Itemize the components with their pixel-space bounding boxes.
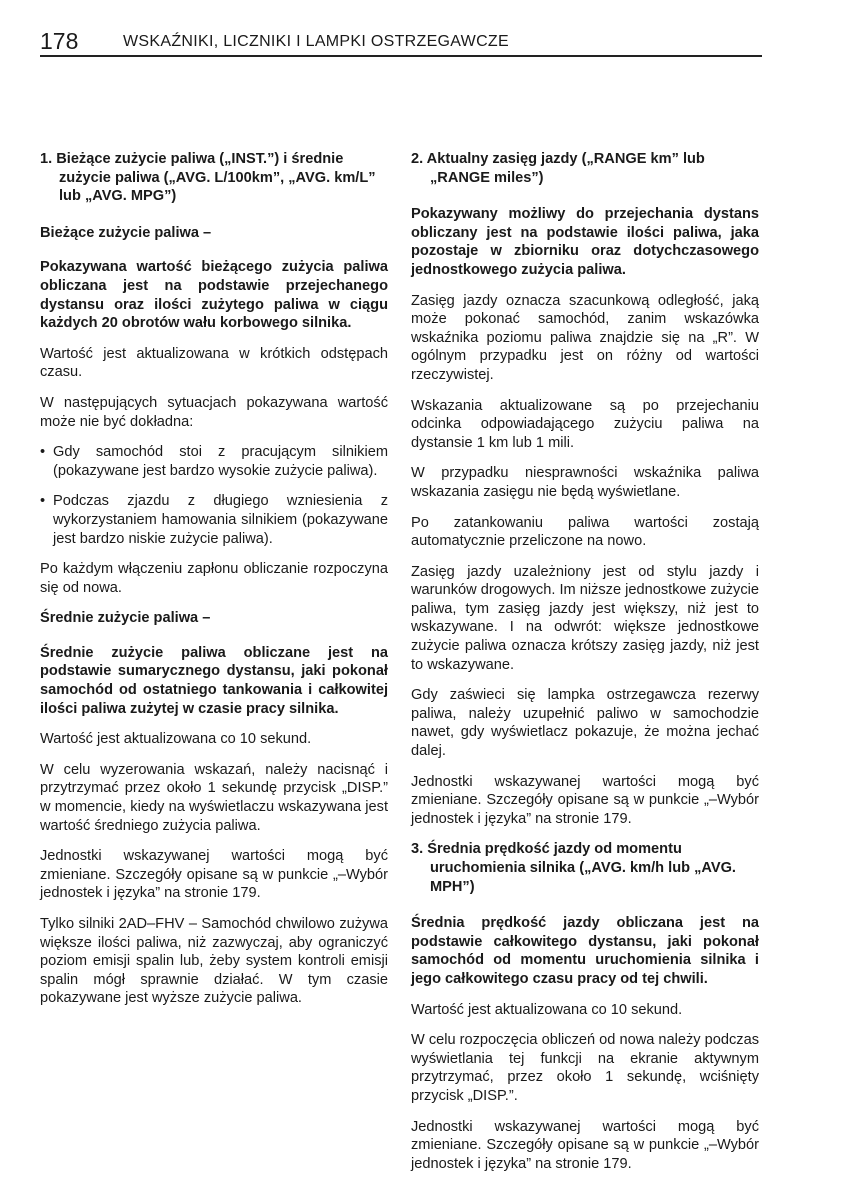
header-rule xyxy=(40,55,762,57)
paragraph: Wartość jest aktualizowana co 10 sekund. xyxy=(40,731,312,748)
bold-paragraph: Średnie zużycie paliwa obliczane jest na podstawie sumarycznego dystansu, jaki pokonał samochód od ostatniego tankowania i całkowitej ilości paliwa zużytej w czasie pracy silnika. xyxy=(40,644,388,717)
paragraph: W celu rozpoczęcia obliczeń od nowa należy podczas wyświetlania tej funkcji na ekranie aktywnym przytrzymać, przez około 1 sekundę, wciśnięty przycisk „DISP.”. xyxy=(411,1032,760,1104)
page-header xyxy=(40,28,762,54)
bullet-item: • Gdy samochód stoi z pracującym silnikiem (pokazywane jest bardzo wysokie zużycie paliwa). xyxy=(40,443,388,480)
paragraph: Wartość jest aktualizowana co 10 sekund. xyxy=(411,1001,683,1018)
bullet-list xyxy=(40,443,388,548)
section-heading-2: 2. Aktualny zasięg jazdy („RANGE km” lub „RANGE miles”) xyxy=(411,151,705,186)
paragraph: Tylko silniki 2AD–FHV – Samochód chwilowo zużywa większe ilości paliwa, niż zazwyczaj, aby ograniczyć poziom emisji spalin lub, żeby system kontroli emisji spalin mógł sprawnie działać. W tym czasie pokazywane jest wyższe zużycie paliwa. xyxy=(40,916,388,1007)
paragraph: Wskazania aktualizowane są po przejechaniu odcinka odpowiadającego zużyciu paliwa na dystansie 1 km lub 1 mili. xyxy=(411,397,759,451)
page-number: 178 xyxy=(40,28,79,54)
paragraph: Zasięg jazdy oznacza szacunkową odległość, jaką może pokonać samochód, zanim wskazówka wskaźnika poziomu paliwa znajdzie się na „R”. W ogólnym przypadku jest on różny od wartości rzeczywistej. xyxy=(411,292,759,383)
paragraph: Zasięg jazdy uzależniony jest od stylu jazdy i warunków drogowych. Im niższe jednostkowe zużycie paliwa, tym zasięg jazdy jest większy, niż jest to wskazywane. I na odwrót: większe jednostkowe zużycie paliwa oznacza krótszy zasięg jazdy, niż jest to wskazywane. xyxy=(411,563,759,673)
bold-paragraph: Pokazywany możliwy do przejechania dystans obliczany jest na podstawie ilości paliwa, jaka pozostaje w zbiorniku oraz dotychczasowego jednostkowego zużycia paliwa. xyxy=(411,206,759,278)
bullet-item: • Podczas zjazdu z długiego wzniesienia z wykorzystaniem hamowania silnikiem (pokazywane jest bardzo niskie zużycie paliwa). xyxy=(40,492,388,548)
left-column xyxy=(40,150,388,1020)
paragraph: Po każdym włączeniu zapłonu obliczanie rozpoczyna się od nowa. xyxy=(40,561,388,596)
paragraph: W celu wyzerowania wskazań, należy nacisnąć i przytrzymać przez około 1 sekundę przycisk „DISP.” w momencie, kiedy na wyświetlaczu wskazywana jest wartość średniego zużycia paliwa. xyxy=(40,761,388,834)
subheading-current-consumption: Bieżące zużycie paliwa – xyxy=(40,224,212,241)
paragraph: Wartość jest aktualizowana w krótkich odstępach czasu. xyxy=(40,345,388,381)
right-column xyxy=(411,150,759,1185)
section-heading-3: 3. Średnia prędkość jazdy od momentu uruchomienia silnika („AVG. km/h lub „AVG. MPH”) xyxy=(411,841,736,895)
paragraph: Po zatankowaniu paliwa wartości zostają automatycznie przeliczone na nowo. xyxy=(411,514,759,550)
paragraph: W następujących sytuacjach pokazywana wartość może nie być dokładna: xyxy=(40,394,388,430)
section-heading-1: 1. Bieżące zużycie paliwa („INST.”) i średnie zużycie paliwa („AVG. L/100km”, „AVG. km/L” lub „AVG. MPG”) xyxy=(40,151,376,205)
paragraph: Gdy zaświeci się lampka ostrzegawcza rezerwy paliwa, należy uzupełnić paliwo w samochodzie nawet, gdy wyświetlacz pokazuje, że można jechać dalej. xyxy=(411,687,759,760)
bold-paragraph: Średnia prędkość jazdy obliczana jest na podstawie całkowitego dystansu, jaki pokonał samochód od momentu uruchomienia silnika i jego całkowitego czasu pracy od tej chwili. xyxy=(411,915,759,987)
paragraph: W przypadku niesprawności wskaźnika paliwa wskazania zasięgu nie będą wyświetlane. xyxy=(411,465,759,500)
paragraph: Jednostki wskazywanej wartości mogą być zmieniane. Szczegóły opisane są w punkcie „–Wybór jednostek i języka” na stronie 179. xyxy=(411,773,759,827)
paragraph: Jednostki wskazywanej wartości mogą być zmieniane. Szczegóły opisane są w punkcie „–Wybór jednostek i języka” na stronie 179. xyxy=(411,1118,759,1172)
paragraph: Jednostki wskazywanej wartości mogą być zmieniane. Szczegóły opisane są w punkcie „–Wybór jednostek i języka” na stronie 179. xyxy=(40,848,388,902)
subheading-average-consumption: Średnie zużycie paliwa – xyxy=(40,610,211,627)
bold-paragraph: Pokazywana wartość bieżącego zużycia paliwa obliczana jest na podstawie przejechanego dystansu oraz ilości zużytego paliwa w ciągu każdych 20 obrotów wału korbowego silnika. xyxy=(40,259,388,332)
page-header-title: WSKAŹNIKI, LICZNIKI I LAMPKI OSTRZEGAWCZE xyxy=(123,33,509,50)
